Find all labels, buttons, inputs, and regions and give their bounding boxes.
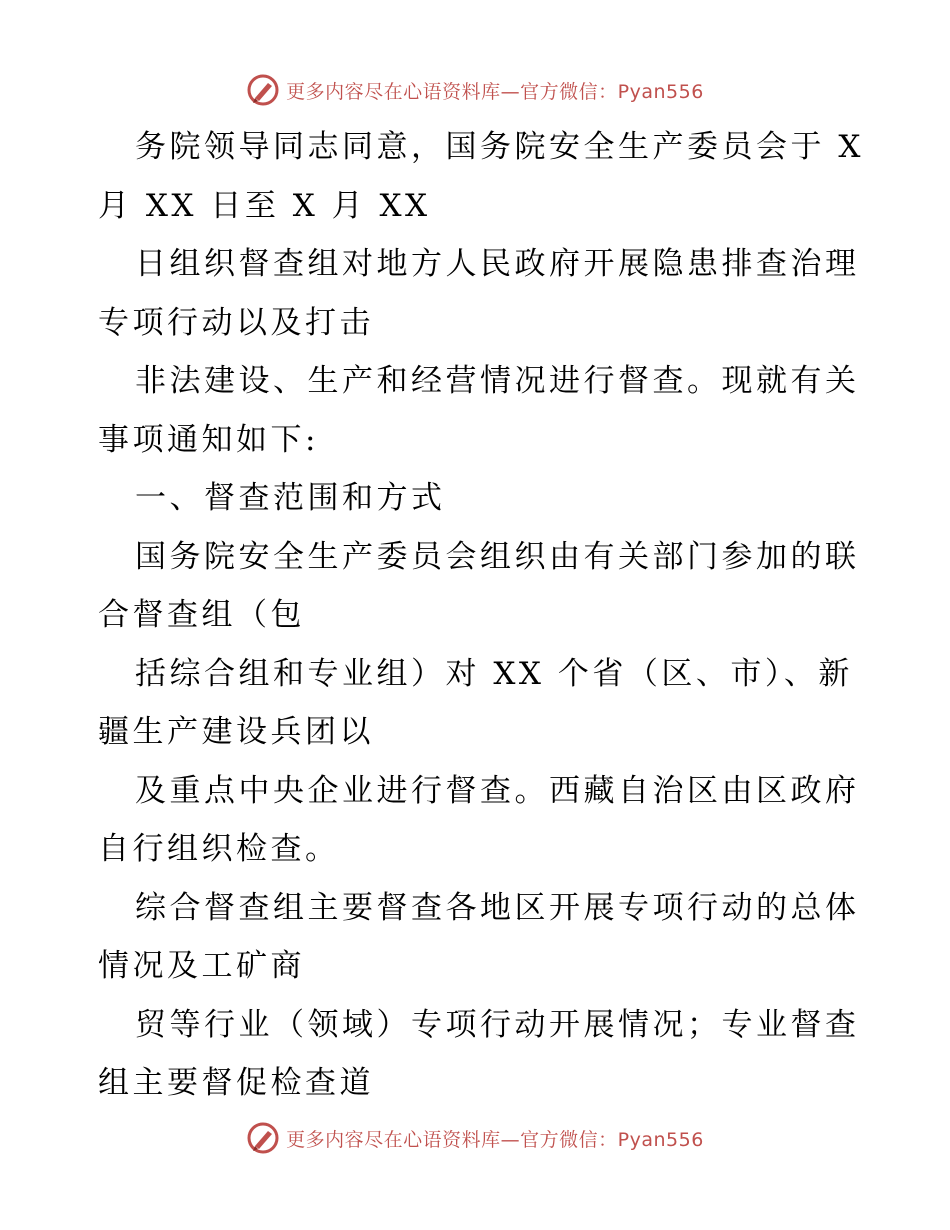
body-line: 月 XX 日至 X 月 XX (98, 187, 431, 224)
pen-logo-icon (246, 73, 280, 107)
body-line: 综合督查组主要督查各地区开展专项行动的总体 (135, 889, 860, 926)
body-line: 情况及工矿商 (98, 948, 305, 984)
body-line: 务院领导同志同意，国务院安全生产委员会于 X (135, 129, 864, 165)
pen-logo-icon (246, 1121, 280, 1155)
document-body (98, 118, 864, 1113)
body-line: 合督查组（包 (98, 597, 305, 633)
body-line: 非法建设、生产和经营情况进行督查。现就有关 (135, 363, 860, 399)
body-line: 组主要督促检查道 (98, 1065, 374, 1101)
body-line: 日组织督查组对地方人民政府开展隐患排查治理 (135, 246, 860, 282)
footer-banner-inner (246, 1121, 704, 1155)
header-banner-text: 更多内容尽在心语资料库—官方微信：Pyan556 (286, 80, 704, 103)
section-heading: 一、督查范围和方式 (135, 480, 446, 516)
body-line: 及重点中央企业进行督查。西藏自治区由区政府 (135, 772, 860, 809)
header-banner-inner (246, 73, 704, 107)
body-line: 括综合组和专业组）对 XX 个省（区、市）、新 (135, 655, 853, 692)
header-banner (0, 70, 950, 110)
body-line: 专项行动以及打击 (98, 304, 374, 341)
body-line: 疆生产建设兵团以 (98, 714, 374, 750)
body-line: 国务院安全生产委员会组织由有关部门参加的联 (135, 538, 860, 575)
body-line: 自行组织检查。 (98, 831, 340, 867)
body-line: 贸等行业（领域）专项行动开展情况；专业督查 (135, 1006, 860, 1043)
body-line: 事项通知如下: (98, 421, 319, 458)
footer-banner (0, 1118, 950, 1158)
footer-banner-text: 更多内容尽在心语资料库—官方微信：Pyan556 (286, 1128, 704, 1151)
